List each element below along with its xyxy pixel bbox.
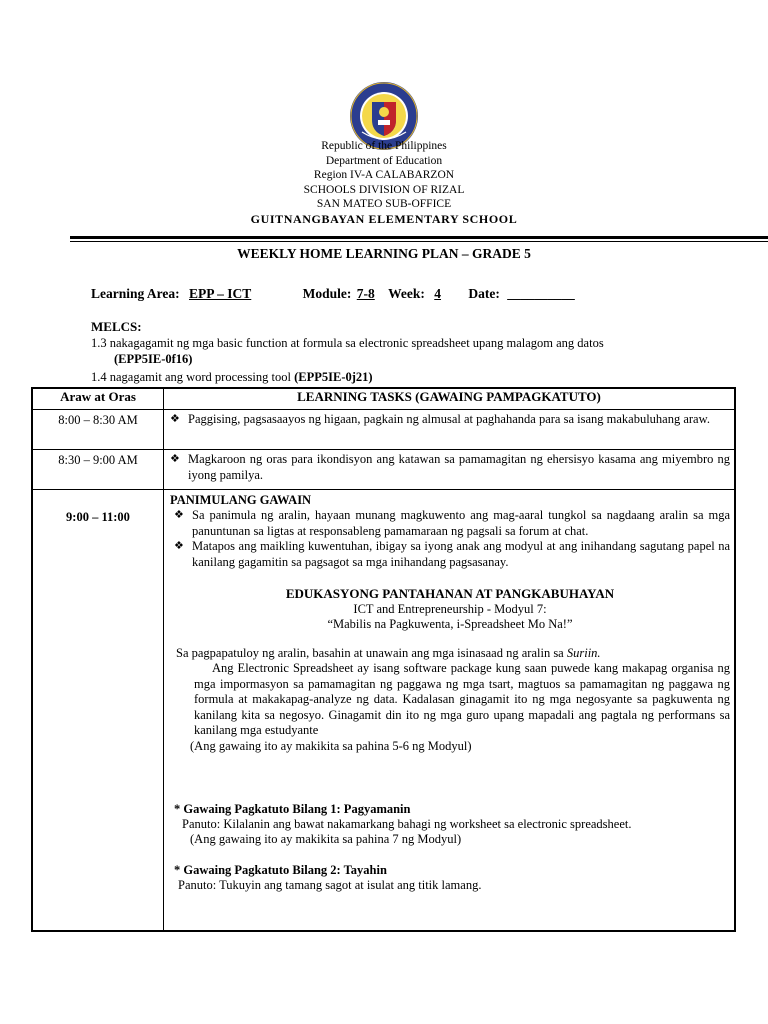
activity-1-title: * Gawaing Pagkatuto Bilang 1: Pagyamanin: [174, 801, 411, 816]
activity-1-instructions: Panuto: Kilalanin ang bawat nakamarkang bahagi ng worksheet sa electronic spreadsheet.: [182, 816, 632, 831]
header-rule-thin: [70, 241, 768, 242]
intro-italic: Suriin.: [566, 646, 601, 660]
melc-item-2-text: 1.4 nagagamit ang word processing tool: [91, 370, 295, 384]
section-heading: PANIMULANG GAWAIN: [170, 493, 312, 507]
task-text: Paggising, pagsasaayos ng higaan, pagkain ng almusal at paghahanda para sa isang makabuluhang araw.: [188, 412, 710, 426]
intro-line: [170, 646, 730, 661]
header-line: SAN MATEO SUB-OFFICE: [316, 198, 452, 211]
module-line: ICT and Entrepreneurship - Modyul 7:: [353, 602, 547, 616]
melc-item-2-code: (EPP5IE-0j21): [294, 370, 373, 384]
header-line: SCHOOLS DIVISION OF RIZAL: [303, 183, 465, 196]
row-time: 8:00 – 8:30 AM: [32, 410, 164, 450]
note-line: (Ang gawaing ito ay makikita sa pahina 5-6 ng Modyul): [190, 738, 472, 753]
melc-item-2: [91, 370, 373, 385]
melcs-heading: MELCS:: [91, 319, 142, 334]
row-task: [164, 490, 736, 932]
table-row: [32, 450, 735, 490]
header-line: Region IV-A CALABARZON: [313, 169, 455, 182]
activity-1-note: (Ang gawaing ito ay makikita sa pahina 7 ng Modyul): [190, 831, 462, 846]
header-rule-thick: [70, 236, 768, 239]
table-header-row: [32, 388, 735, 410]
plan-meta: [91, 286, 575, 302]
learning-area-label: Learning Area:: [91, 286, 180, 301]
module-value: 7-8: [356, 286, 375, 301]
diamond-bullet-icon: ❖: [170, 413, 180, 425]
learning-area-value: EPP – ICT: [189, 286, 252, 301]
task-text: Matapos ang maikling kuwentuhan, ibigay sa iyong anak ang modyul at ang inihandang sagutang papel na kanilang gagamitin sa pagsagot sa mga inihandang pagsasanay.: [192, 539, 730, 569]
module-title: “Mabilis na Pagkuwenta, i-Spreadsheet Mo Na!”: [327, 617, 573, 631]
module-label: Module:: [302, 286, 352, 301]
diamond-bullet-icon: ❖: [174, 540, 184, 552]
date-value: __________: [507, 286, 575, 301]
task-text: Sa panimula ng aralin, hayaan munang magkuwento ang mag-aaral tungkol sa nagdaang aralin sa mga panuntunan sa ligtas at responsableng pamamaraan ng pagsali sa forum at chat.: [192, 508, 730, 538]
activity-2-title: * Gawaing Pagkatuto Bilang 2: Tayahin: [174, 862, 387, 877]
week-value: 4: [434, 286, 442, 301]
header-line: Republic of the Philippines: [321, 140, 447, 152]
lesson-paragraph: Ang Electronic Spreadsheet ay isang software package kung saan puwede kang makapag organisa ng mga impormasyon sa pamamagitan ng paggawa ng mga tsart, magtuos sa pamamagitan ng paggawa ng formula at makakapag-analyze ng data. Kadalasan ginagamit ito ng mga negosyante sa pagkuwenta ng kanilang kita sa negosyo. Ginagamit din ito ng mga guro upang mapadali ang pagtala ng performans sa kanilang mga estudyante: [194, 661, 730, 737]
row-time: 8:30 – 9:00 AM: [32, 450, 164, 490]
task-text: Magkaroon ng oras para ikondisyon ang katawan sa pamamagitan ng ehersisyo kasama ang miyembro ng iyong pamilya.: [188, 452, 730, 482]
subject-title: EDUKASYONG PANTAHANAN AT PANGKABUHAYAN: [285, 586, 615, 601]
school-name: GUITNANGBAYAN ELEMENTARY SCHOOL: [250, 211, 518, 226]
learning-plan-table: [31, 387, 736, 932]
row-time: 9:00 – 11:00: [32, 490, 164, 932]
table-row: [32, 410, 735, 450]
col-header-time: Araw at Oras: [32, 388, 164, 410]
col-header-tasks: LEARNING TASKS (GAWAING PAMPAGKATUTO): [164, 388, 736, 410]
header-line: Department of Education: [325, 154, 443, 167]
intro-text: Sa pagpapatuloy ng aralin, basahin at unawain ang mga isinasaad ng aralin sa: [176, 646, 567, 660]
date-label: Date:: [468, 286, 500, 301]
document-header: [0, 139, 768, 227]
melc-item-1-code: (EPP5IE-0f16): [114, 352, 193, 366]
diamond-bullet-icon: ❖: [174, 509, 184, 521]
melc-item-1: 1.3 nakagagamit ng mga basic function at formula sa electronic spreadsheet upang malagom ang datos: [91, 336, 604, 350]
diamond-bullet-icon: ❖: [170, 453, 180, 465]
plan-title: WEEKLY HOME LEARNING PLAN – GRADE 5: [237, 246, 531, 261]
week-label: Week:: [388, 286, 425, 301]
row-task: [164, 410, 736, 450]
table-row: [32, 490, 735, 932]
row-task: [164, 450, 736, 490]
activity-2-instructions: Panuto: Tukuyin ang tamang sagot at isulat ang titik lamang.: [178, 877, 482, 892]
